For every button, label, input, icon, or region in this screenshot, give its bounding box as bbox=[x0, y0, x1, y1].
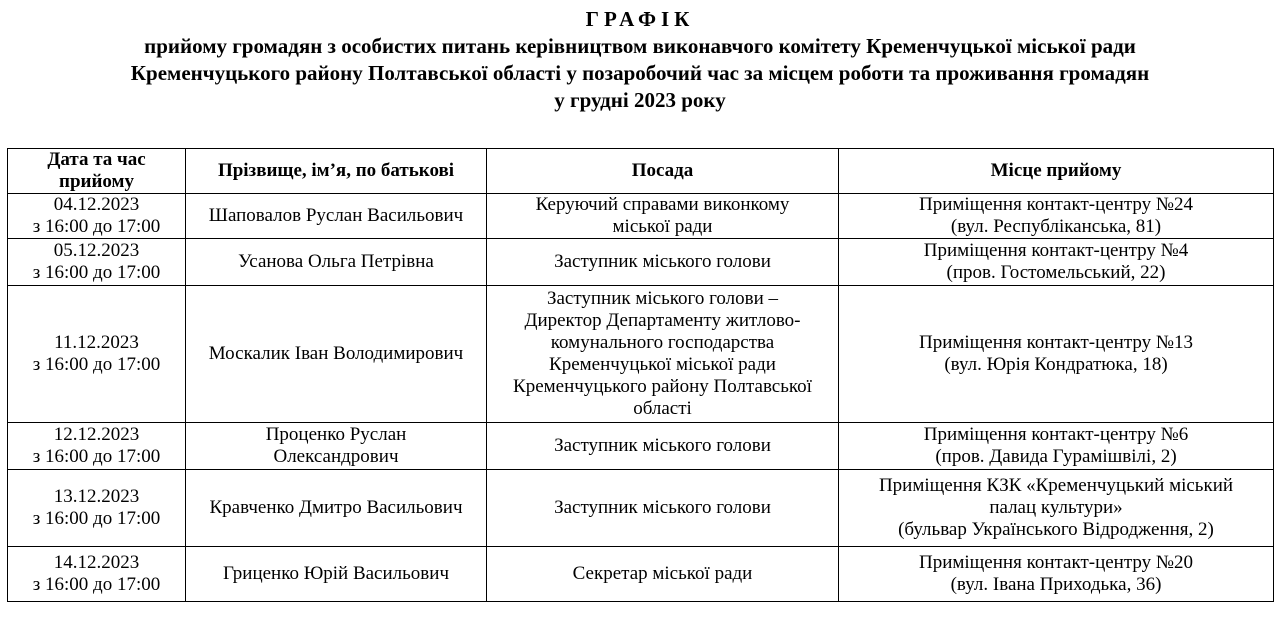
place-cell: Приміщення контакт-центру №6 (пров. Давида Гурамішвілі, 2) bbox=[839, 423, 1274, 470]
place-cell: Приміщення контакт-центру №24 (вул. Республіканська, 81) bbox=[839, 194, 1274, 239]
position-cell: Заступник міського голови bbox=[487, 470, 839, 547]
date-cell: 13.12.2023 з 16:00 до 17:00 bbox=[8, 470, 186, 547]
subtitle-line-1: прийому громадян з особистих питань керівництвом виконавчого комітету Кременчуцької міської ради bbox=[144, 34, 1136, 58]
name-cell: Проценко Руслан Олександрович bbox=[186, 423, 487, 470]
name-cell: Кравченко Дмитро Васильович bbox=[186, 470, 487, 547]
table-row bbox=[8, 470, 1274, 547]
place-cell: Приміщення КЗК «Кременчуцький міський палац культури» (бульвар Українського Відродження, 2) bbox=[839, 470, 1274, 547]
column-header-position: Посада bbox=[487, 149, 839, 194]
position-cell: Заступник міського голови bbox=[487, 423, 839, 470]
name-cell: Шаповалов Руслан Васильович bbox=[186, 194, 487, 239]
name-cell: Москалик Іван Володимирович bbox=[186, 286, 487, 423]
schedule-table bbox=[7, 148, 1274, 602]
position-cell: Заступник міського голови – Директор Департаменту житлово- комунального господарства Кременчуцької міської ради Кременчуцького району Полтавської області bbox=[487, 286, 839, 423]
document-header bbox=[0, 6, 1280, 114]
document-title: ГРАФІК bbox=[585, 7, 695, 31]
date-cell: 12.12.2023 з 16:00 до 17:00 bbox=[8, 423, 186, 470]
column-header-date: Дата та час прийому bbox=[8, 149, 186, 194]
table-row bbox=[8, 194, 1274, 239]
position-cell: Секретар міської ради bbox=[487, 547, 839, 602]
date-cell: 14.12.2023 з 16:00 до 17:00 bbox=[8, 547, 186, 602]
name-cell: Усанова Ольга Петрівна bbox=[186, 239, 487, 286]
table-row bbox=[8, 239, 1274, 286]
date-cell: 05.12.2023 з 16:00 до 17:00 bbox=[8, 239, 186, 286]
table-row bbox=[8, 547, 1274, 602]
table-row bbox=[8, 286, 1274, 423]
column-header-name: Прізвище, ім’я, по батькові bbox=[186, 149, 487, 194]
column-header-place: Місце прийому bbox=[839, 149, 1274, 194]
subtitle-line-2: Кременчуцького району Полтавської області у позаробочий час за місцем роботи та проживання громадян bbox=[130, 61, 1150, 85]
position-cell: Заступник міського голови bbox=[487, 239, 839, 286]
date-cell: 11.12.2023 з 16:00 до 17:00 bbox=[8, 286, 186, 423]
place-cell: Приміщення контакт-центру №4 (пров. Гостомельський, 22) bbox=[839, 239, 1274, 286]
place-cell: Приміщення контакт-центру №20 (вул. Івана Приходька, 36) bbox=[839, 547, 1274, 602]
table-header-row bbox=[8, 149, 1274, 194]
name-cell: Гриценко Юрій Васильович bbox=[186, 547, 487, 602]
subtitle-line-3: у грудні 2023 року bbox=[554, 88, 726, 112]
place-cell: Приміщення контакт-центру №13 (вул. Юрія Кондратюка, 18) bbox=[839, 286, 1274, 423]
table-row bbox=[8, 423, 1274, 470]
position-cell: Керуючий справами виконкому міської ради bbox=[487, 194, 839, 239]
date-cell: 04.12.2023 з 16:00 до 17:00 bbox=[8, 194, 186, 239]
